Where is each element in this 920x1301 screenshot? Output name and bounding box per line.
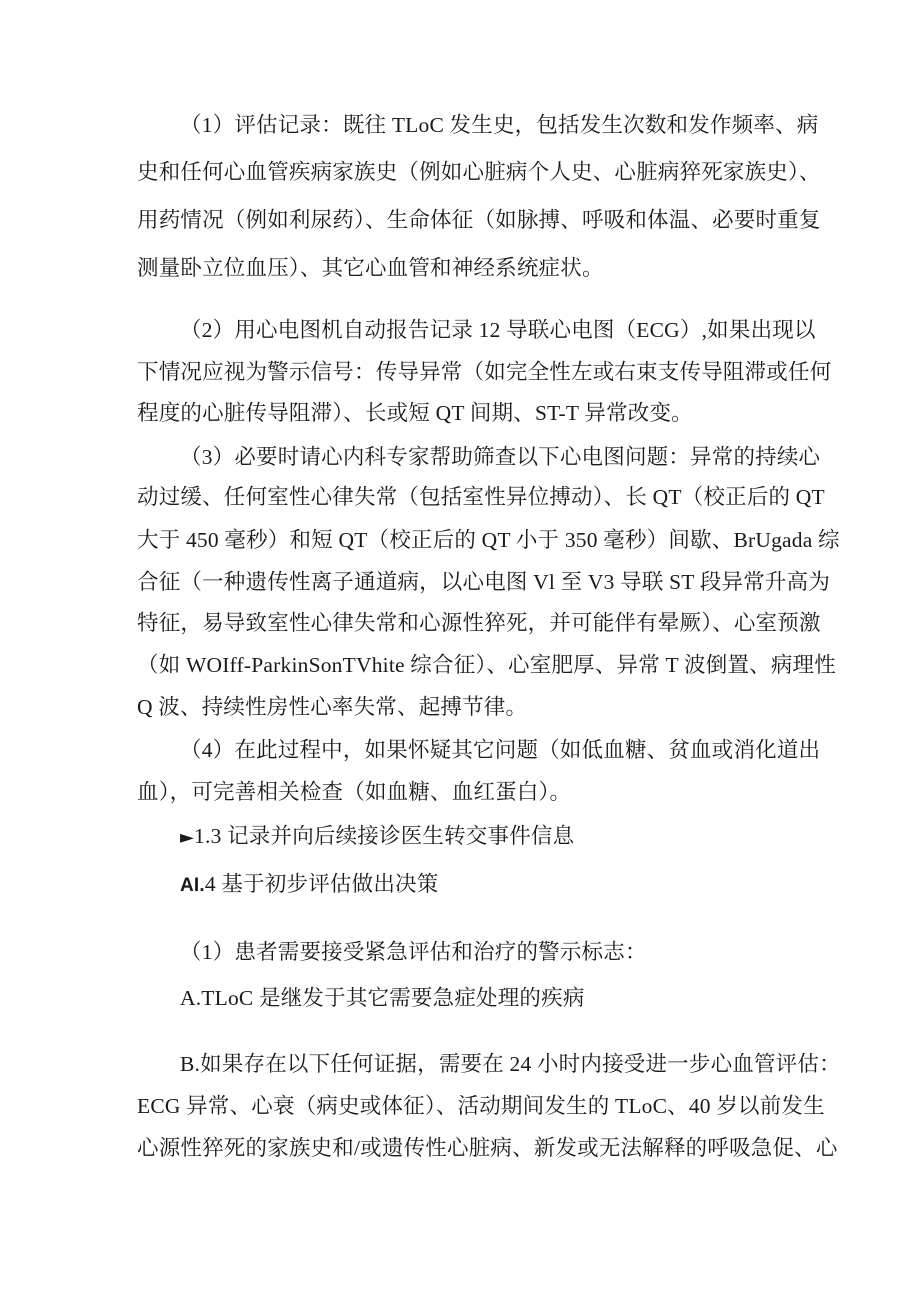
text-line: （如 WOIff-ParkinSonTVhite 综合征）、心室肥厚、异常 T 波倒置、病理性	[137, 653, 836, 677]
section-prefix: AI.	[180, 875, 205, 896]
triangle-bullet-icon: ►	[180, 827, 195, 848]
text-line: 特征，易导致室性心律失常和心源性猝死，并可能伴有晕厥）、心室预激	[137, 611, 821, 635]
text-line: 程度的心脏传导阻滞）、长或短 QT 间期、ST-T 异常改变。	[137, 401, 693, 425]
text-line: （4）在此过程中，如果怀疑其它问题（如低血糖、贫血或消化道出	[180, 738, 821, 762]
section-heading-text: 1.3 记录并向后续接诊医生转交事件信息	[194, 824, 575, 848]
text-line: 用药情况（例如利尿药）、生命体征（如脉搏、呼吸和体温、必要时重复	[137, 208, 821, 232]
text-line: 血），可完善相关检查（如血糖、血红蛋白）。	[137, 780, 572, 804]
text-line: ECG 异常、心衰（病史或体征）、活动期间发生的 TLoC、40 岁以前发生	[137, 1094, 825, 1118]
list-item-a: A.TLoC 是继发于其它需要急症处理的疾病	[180, 986, 585, 1010]
text-line: 合征（一种遗传性离子通道病，以心电图 Vl 至 V3 导联 ST 段异常升高为	[137, 570, 831, 594]
text-line: （2）用心电图机自动报告记录 12 导联心电图（ECG）,如果出现以	[180, 318, 816, 342]
text-line: 史和任何心血管疾病家族史（例如心脏病个人史、心脏病猝死家族史）、	[137, 160, 821, 184]
text-line: Q 波、持续性房性心率失常、起搏节律。	[137, 695, 528, 719]
text-line: 测量卧立位血压）、其它心血管和神经系统症状。	[137, 256, 604, 280]
text-line: （1）评估记录：既往 TLoC 发生史，包括发生次数和发作频率、病	[180, 113, 819, 137]
text-line: B.如果存在以下任何证据，需要在 24 小时内接受进一步心血管评估：	[180, 1052, 841, 1076]
text-line: 下情况应视为警示信号：传导异常（如完全性左或右束支传导阻滞或任何	[137, 360, 832, 384]
section-heading-text: 4 基于初步评估做出决策	[204, 872, 439, 896]
decision-item-warning-signs: （1）患者需要接受紧急评估和治疗的警示标志：	[180, 940, 647, 964]
text-line: （3）必要时请心内科专家帮助筛查以下心电图问题：异常的持续心	[180, 445, 821, 469]
section-heading-1-3	[180, 821, 830, 851]
text-line: 动过缓、任何室性心律失常（包括室性异位搏动）、长 QT（校正后的 QT	[137, 485, 825, 509]
section-heading-1-4	[180, 869, 830, 899]
text-line: 心源性猝死的家族史和/或遗传性心脏病、新发或无法解释的呼吸急促、心	[137, 1136, 838, 1160]
text-line: 大于 450 毫秒）和短 QT（校正后的 QT 小于 350 毫秒）间歇、BrUgada 综	[137, 528, 840, 552]
